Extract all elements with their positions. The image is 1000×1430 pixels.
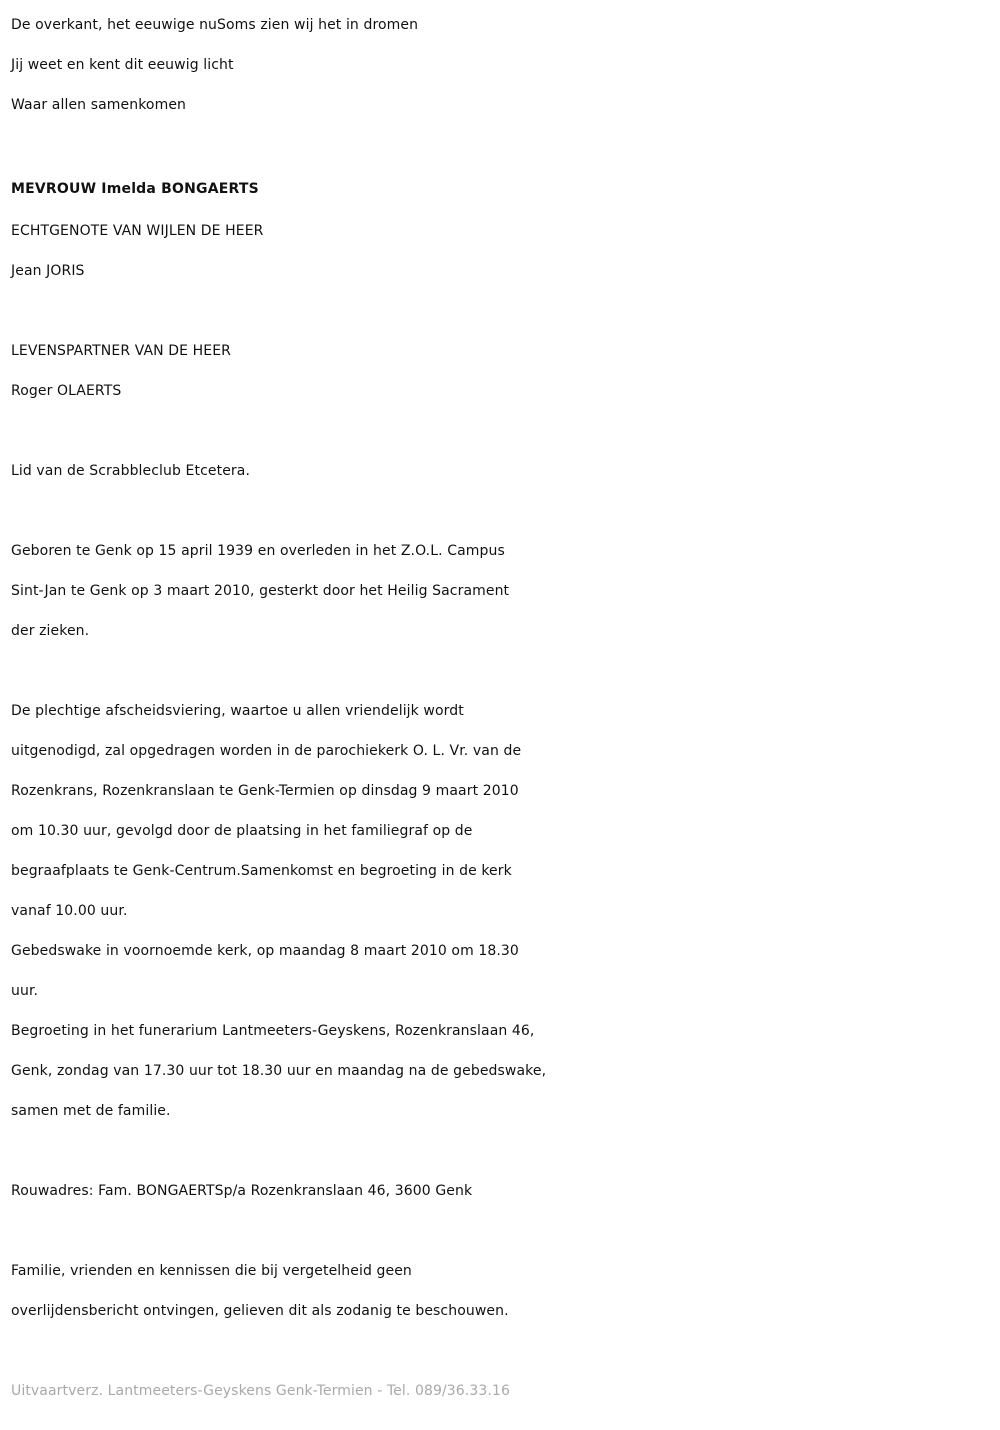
- obituary-document: [11, 0, 996, 1411]
- paragraph-line: overlijdensbericht ontvingen, gelieven dit als zodanig te beschouwen.: [11, 1303, 509, 1319]
- spacer: [11, 491, 996, 531]
- spouse-name: Jean JORIS: [11, 263, 85, 279]
- paragraph-line: Gebedswake in voornoemde kerk, op maandag 8 maart 2010 om 18.30: [11, 943, 519, 959]
- paragraph-line: Begroeting in het funerarium Lantmeeters-Geyskens, Rozenkranslaan 46,: [11, 1023, 535, 1039]
- paragraph-line: Rozenkrans, Rozenkranslaan te Genk-Termien op dinsdag 9 maart 2010: [11, 783, 519, 799]
- paragraph-line: Sint-Jan te Genk op 3 maart 2010, gesterkt door het Heilig Sacrament: [11, 583, 510, 599]
- paragraph-line: Familie, vrienden en kennissen die bij vergetelheid geen: [11, 1263, 412, 1279]
- partner-name: Roger OLAERTS: [11, 383, 122, 399]
- notice-paragraph: [11, 1251, 996, 1331]
- poem-line: Jij weet en kent dit eeuwig licht: [11, 57, 234, 73]
- membership-text: Lid van de Scrabbleclub Etcetera.: [11, 463, 250, 479]
- paragraph-line: om 10.30 uur, gevolgd door de plaatsing in het familiegraf op de: [11, 823, 473, 839]
- partner-title: LEVENSPARTNER VAN DE HEER: [11, 343, 232, 359]
- spouse-title: ECHTGENOTE VAN WIJLEN DE HEER: [11, 223, 264, 239]
- poem-line: Waar allen samenkomen: [11, 97, 187, 113]
- paragraph-line: vanaf 10.00 uur.: [11, 903, 128, 919]
- spacer: [11, 1331, 996, 1371]
- paragraph-line: begraafplaats te Genk-Centrum.Samenkomst en begroeting in de kerk: [11, 863, 512, 879]
- spacer: [11, 411, 996, 451]
- spacer: [11, 291, 996, 331]
- mourning-address: Rouwadres: Fam. BONGAERTSp/a Rozenkranslaan 46, 3600 Genk: [11, 1183, 473, 1199]
- paragraph-line: Genk, zondag van 17.30 uur tot 18.30 uur en maandag na de gebedswake,: [11, 1063, 547, 1079]
- spacer: [11, 1131, 996, 1171]
- ceremony-paragraph: [11, 691, 996, 1131]
- paragraph-line: uitgenodigd, zal opgedragen worden in de parochiekerk O. L. Vr. van de: [11, 743, 522, 759]
- paragraph-line: samen met de familie.: [11, 1103, 171, 1119]
- poem-line: De overkant, het eeuwige nuSoms zien wij het in dromen: [11, 17, 419, 33]
- deceased-name: MEVROUW Imelda BONGAERTS: [11, 181, 259, 197]
- paragraph-line: Geboren te Genk op 15 april 1939 en overleden in het Z.O.L. Campus: [11, 543, 505, 559]
- paragraph-line: De plechtige afscheidsviering, waartoe u allen vriendelijk wordt: [11, 703, 464, 719]
- funeral-home-footer: Uitvaartverz. Lantmeeters-Geyskens Genk-Termien - Tel. 089/36.33.16: [11, 1383, 510, 1399]
- spacer: [11, 1211, 996, 1251]
- poem: [11, 5, 996, 125]
- paragraph-line: der zieken.: [11, 623, 90, 639]
- birth-death-paragraph: [11, 531, 996, 651]
- spacer: [11, 651, 996, 691]
- paragraph-line: uur.: [11, 983, 39, 999]
